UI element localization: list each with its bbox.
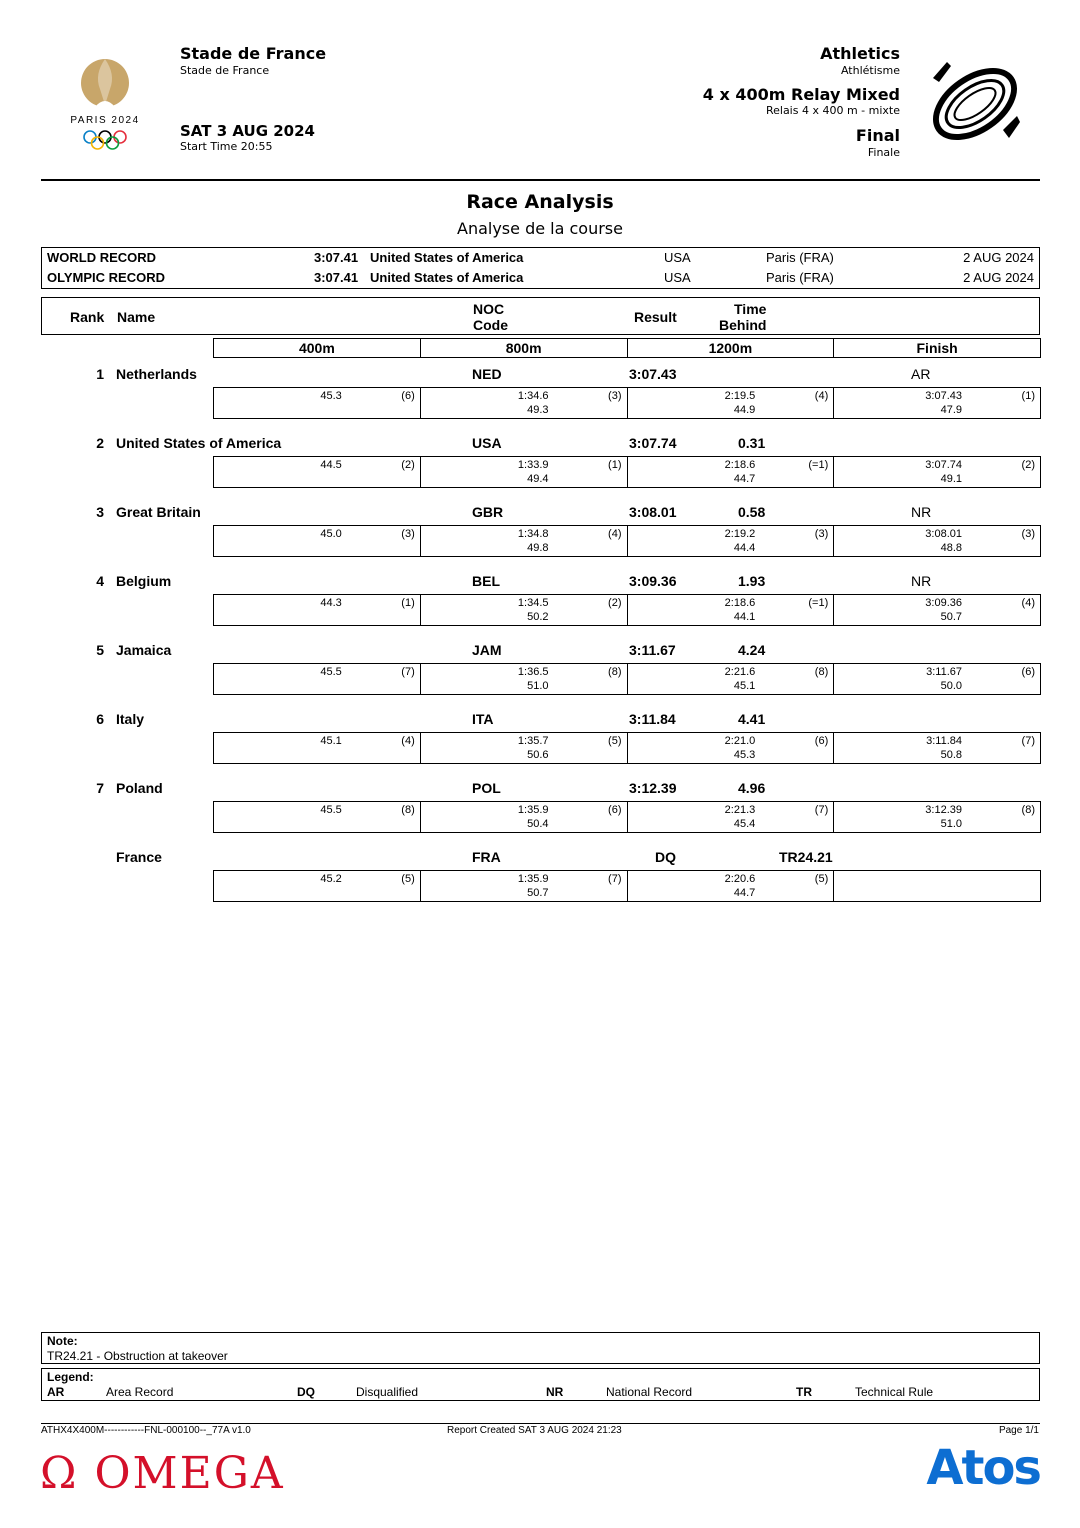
team-result: 3:07.74 [629, 435, 677, 451]
split-lap: 45.4 [733, 818, 756, 830]
record-place: Paris (FRA) [766, 270, 834, 285]
records-table [41, 247, 1040, 289]
team-noc: FRA [472, 849, 501, 865]
atos-logo: Atos [926, 1440, 1040, 1496]
split-cell [627, 664, 834, 694]
team-result: 3:08.01 [629, 504, 677, 520]
split-cell [833, 664, 1040, 694]
split-rank: (=1) [808, 597, 829, 609]
team-splits [213, 732, 1041, 764]
split-cell [420, 388, 627, 418]
team-noc: NED [472, 366, 502, 382]
report-subtitle: Analyse de la course [457, 219, 623, 238]
split-time: 2:21.3 [724, 804, 756, 816]
split-time: 2:21.0 [724, 735, 756, 747]
record-team: United States of America [370, 270, 524, 285]
split-cell [627, 802, 834, 832]
paris-2024-logo [60, 55, 150, 155]
split-lap: 44.4 [733, 542, 756, 554]
team-noc: JAM [472, 642, 502, 658]
split-rank: (7) [1021, 735, 1035, 747]
start-time: Start Time 20:55 [180, 140, 273, 153]
record-date: 2 AUG 2024 [963, 270, 1034, 285]
split-lap: 50.2 [527, 611, 549, 623]
world-record-row [42, 248, 1039, 268]
legend-code: TR [796, 1385, 812, 1399]
split-lap: 50.7 [527, 887, 549, 899]
team-rank: 2 [96, 435, 104, 451]
split-lap: 44.9 [733, 404, 756, 416]
team-splits [213, 525, 1041, 557]
record-date: 2 AUG 2024 [963, 250, 1034, 265]
team-splits [213, 663, 1041, 695]
athletics-pictogram-icon [925, 58, 1025, 150]
legend-box [41, 1368, 1040, 1401]
split-time: 2:18.6 [724, 597, 756, 609]
split-cell [833, 802, 1040, 832]
team-name: United States of America [116, 435, 282, 451]
note-text: TR24.21 - Obstruction at takeover [47, 1349, 228, 1363]
team-noc: USA [472, 435, 502, 451]
legend-code: AR [47, 1385, 65, 1399]
split-cell [420, 871, 627, 901]
team-result: 3:07.43 [629, 366, 677, 382]
record-team: United States of America [370, 250, 524, 265]
split-rank: (5) [814, 873, 829, 885]
team-row [0, 711, 1080, 777]
event-subtitle: Relais 4 x 400 m - mixte [765, 104, 900, 117]
team-result: 3:11.84 [629, 711, 676, 727]
split-rank: (3) [401, 528, 415, 540]
split-rank: (4) [401, 735, 415, 747]
split-time: 45.5 [320, 804, 342, 816]
split-time: 44.5 [320, 459, 342, 471]
team-name: Poland [116, 780, 163, 796]
split-time: 1:34.5 [517, 597, 549, 609]
split-time: 45.3 [320, 390, 342, 402]
split-col-1200m: 1200m [627, 339, 834, 357]
split-time: 2:19.5 [724, 390, 756, 402]
legend-desc: Disqualified [356, 1385, 419, 1399]
team-time-behind: 4.24 [738, 642, 766, 658]
split-rank: (=1) [808, 459, 829, 471]
split-lap: 47.9 [940, 404, 962, 416]
team-time-behind: 4.41 [738, 711, 766, 727]
report-title: Race Analysis [466, 191, 614, 213]
team-splits [213, 870, 1041, 902]
team-rank: 1 [96, 366, 104, 382]
split-rank: (6) [608, 804, 622, 816]
legend-code: NR [546, 1385, 564, 1399]
split-rank: (2) [401, 459, 415, 471]
record-time: 3:07.41 [314, 270, 359, 285]
split-col-800m: 800m [420, 339, 627, 357]
split-cell [214, 526, 420, 556]
report-code: ATHX4X400M------------FNL-000100--_77A v1.0 [41, 1425, 251, 1436]
split-cell [833, 595, 1040, 625]
team-splits [213, 594, 1041, 626]
split-rank: (7) [401, 666, 415, 678]
split-time: 1:33.9 [517, 459, 549, 471]
omega-logo: Ω OMEGA [40, 1448, 285, 1499]
split-lap: 51.0 [940, 818, 962, 830]
paris-2024-emblem-icon [60, 55, 150, 155]
split-rank: (6) [401, 390, 415, 402]
split-time: 2:19.2 [724, 528, 756, 540]
split-rank: (7) [814, 804, 829, 816]
split-time: 45.2 [320, 873, 342, 885]
split-time: 3:07.74 [925, 459, 962, 471]
team-name: Italy [116, 711, 145, 727]
note-label: Note: [47, 1334, 78, 1348]
split-cell [627, 526, 834, 556]
record-label: OLYMPIC RECORD [47, 270, 165, 285]
team-noc: POL [472, 780, 501, 796]
note-box [41, 1332, 1040, 1364]
split-lap: 44.7 [733, 473, 756, 485]
split-cell [833, 457, 1040, 487]
split-rank: (5) [608, 735, 622, 747]
split-rank: (6) [1021, 666, 1035, 678]
split-lap: 50.6 [527, 749, 549, 761]
split-lap: 44.7 [733, 887, 756, 899]
split-rank: (8) [608, 666, 622, 678]
split-col-finish: Finish [833, 339, 1040, 357]
split-time: 3:11.67 [926, 666, 962, 678]
split-cell [627, 595, 834, 625]
split-cell [833, 526, 1040, 556]
record-place: Paris (FRA) [766, 250, 834, 265]
split-cell [420, 457, 627, 487]
split-cell [214, 388, 420, 418]
team-rank: 7 [96, 780, 104, 796]
team-rule: TR24.21 [779, 849, 833, 865]
team-name: Belgium [116, 573, 172, 589]
split-lap: 48.8 [940, 542, 962, 554]
team-result: 3:12.39 [629, 780, 677, 796]
team-rank: 5 [96, 642, 104, 658]
team-rank: 6 [96, 711, 104, 727]
split-lap: 50.0 [940, 680, 962, 692]
split-rank: (5) [401, 873, 415, 885]
venue-subtitle: Stade de France [180, 64, 270, 77]
legend-desc: Area Record [106, 1385, 174, 1399]
split-lap: 45.3 [733, 749, 756, 761]
split-rank: (1) [401, 597, 415, 609]
split-rank: (3) [608, 390, 622, 402]
split-cell [420, 802, 627, 832]
legend-label: Legend: [47, 1370, 94, 1384]
legend-code: DQ [297, 1385, 315, 1399]
split-cell [214, 457, 420, 487]
split-lap: 45.1 [733, 680, 756, 692]
split-time: 1:35.9 [517, 873, 549, 885]
sport-title: Athletics [820, 44, 900, 63]
team-row [0, 366, 1080, 432]
split-time: 1:35.7 [517, 735, 549, 747]
col-noc-line1: NOC [473, 301, 505, 317]
team-time-behind: 4.96 [738, 780, 766, 796]
team-record-mark: AR [911, 366, 931, 382]
team-noc: GBR [472, 504, 504, 520]
record-label: WORLD RECORD [47, 250, 157, 265]
team-splits [213, 387, 1041, 419]
record-noc: USA [664, 250, 691, 265]
split-cell [627, 733, 834, 763]
split-time: 45.1 [320, 735, 342, 747]
split-lap: 51.0 [527, 680, 549, 692]
split-time: 1:34.6 [517, 390, 549, 402]
split-rank: (8) [401, 804, 415, 816]
record-time: 3:07.41 [314, 250, 359, 265]
team-rank: 3 [96, 504, 104, 520]
split-rank: (8) [814, 666, 829, 678]
team-row [0, 504, 1080, 570]
footer-divider [41, 1423, 1040, 1424]
team-noc: BEL [472, 573, 500, 589]
split-time: 2:21.6 [724, 666, 756, 678]
team-row [0, 780, 1080, 846]
split-lap: 50.4 [527, 818, 549, 830]
team-splits [213, 801, 1041, 833]
venue-title: Stade de France [180, 44, 327, 63]
col-behind-line1: Time [734, 301, 767, 317]
team-name: France [116, 849, 162, 865]
split-cell [214, 664, 420, 694]
split-time: 45.0 [320, 528, 342, 540]
team-splits [213, 456, 1041, 488]
col-name: Name [117, 309, 156, 325]
split-header [213, 338, 1041, 358]
split-time: 3:09.36 [925, 597, 962, 609]
split-time: 3:07.43 [925, 390, 962, 402]
team-row [0, 435, 1080, 501]
col-result: Result [634, 309, 677, 325]
split-time: 1:34.8 [517, 528, 549, 540]
phase-subtitle: Finale [867, 146, 900, 159]
team-result: 3:11.67 [629, 642, 676, 658]
split-cell [420, 733, 627, 763]
legend-desc: National Record [606, 1385, 693, 1399]
split-time: 2:20.6 [724, 873, 756, 885]
event-date: SAT 3 AUG 2024 [180, 122, 315, 140]
legend-desc: Technical Rule [855, 1385, 934, 1399]
split-cell [833, 733, 1040, 763]
split-lap: 50.7 [940, 611, 962, 623]
split-lap: 49.8 [527, 542, 549, 554]
split-lap: 49.1 [940, 473, 962, 485]
split-cell [420, 526, 627, 556]
split-cell [627, 457, 834, 487]
col-rank: Rank [70, 309, 105, 325]
col-behind-line2: Behind [719, 317, 767, 333]
split-time: 45.5 [320, 666, 342, 678]
split-cell [833, 871, 1040, 901]
event-title: 4 x 400m Relay Mixed [702, 85, 900, 104]
header-divider [41, 179, 1040, 181]
team-row [0, 642, 1080, 708]
split-rank: (4) [608, 528, 622, 540]
split-lap: 49.3 [527, 404, 549, 416]
team-result: 3:09.36 [629, 573, 677, 589]
split-cell [214, 595, 420, 625]
team-rank: 4 [96, 573, 104, 589]
team-row [0, 573, 1080, 639]
record-noc: USA [664, 270, 691, 285]
split-cell [627, 871, 834, 901]
split-rank: (6) [814, 735, 829, 747]
split-cell [420, 664, 627, 694]
split-rank: (7) [608, 873, 622, 885]
team-name: Netherlands [116, 366, 197, 382]
split-cell [214, 871, 420, 901]
sport-subtitle: Athlétisme [840, 64, 900, 77]
split-rank: (4) [1021, 597, 1035, 609]
team-noc: ITA [472, 711, 494, 727]
split-rank: (4) [814, 390, 829, 402]
team-time-behind: DQ [655, 849, 676, 865]
team-record-mark: NR [911, 504, 932, 520]
phase-title: Final [855, 126, 900, 145]
split-rank: (3) [1021, 528, 1035, 540]
team-record-mark: NR [911, 573, 932, 589]
team-name: Great Britain [116, 504, 201, 520]
split-lap: 50.8 [940, 749, 962, 761]
split-cell [214, 733, 420, 763]
team-time-behind: 0.31 [738, 435, 766, 451]
split-cell [833, 388, 1040, 418]
split-lap: 44.1 [733, 611, 756, 623]
split-rank: (8) [1021, 804, 1035, 816]
split-rank: (2) [1021, 459, 1035, 471]
split-cell [214, 802, 420, 832]
col-noc-line2: Code [473, 317, 508, 333]
results-column-header [41, 297, 1040, 335]
split-rank: (1) [1021, 390, 1035, 402]
olympic-record-row [42, 268, 1039, 288]
split-time: 1:35.9 [517, 804, 549, 816]
team-time-behind: 0.58 [738, 504, 766, 520]
team-row [0, 849, 1080, 915]
team-time-behind: 1.93 [738, 573, 766, 589]
brand-text: PARIS 2024 [70, 115, 140, 126]
split-cell [420, 595, 627, 625]
split-time: 1:36.5 [517, 666, 549, 678]
split-rank: (1) [608, 459, 622, 471]
report-created: Report Created SAT 3 AUG 2024 21:23 [447, 1425, 622, 1436]
split-time: 44.3 [320, 597, 342, 609]
page-number: Page 1/1 [998, 1425, 1039, 1436]
split-cell [627, 388, 834, 418]
team-name: Jamaica [116, 642, 172, 658]
split-time: 3:08.01 [925, 528, 962, 540]
split-col-400m: 400m [298, 340, 335, 356]
split-time: 2:18.6 [724, 459, 756, 471]
split-rank: (2) [608, 597, 622, 609]
split-time: 3:11.84 [926, 735, 962, 747]
split-rank: (3) [814, 528, 829, 540]
split-lap: 49.4 [527, 473, 549, 485]
split-time: 3:12.39 [925, 804, 962, 816]
